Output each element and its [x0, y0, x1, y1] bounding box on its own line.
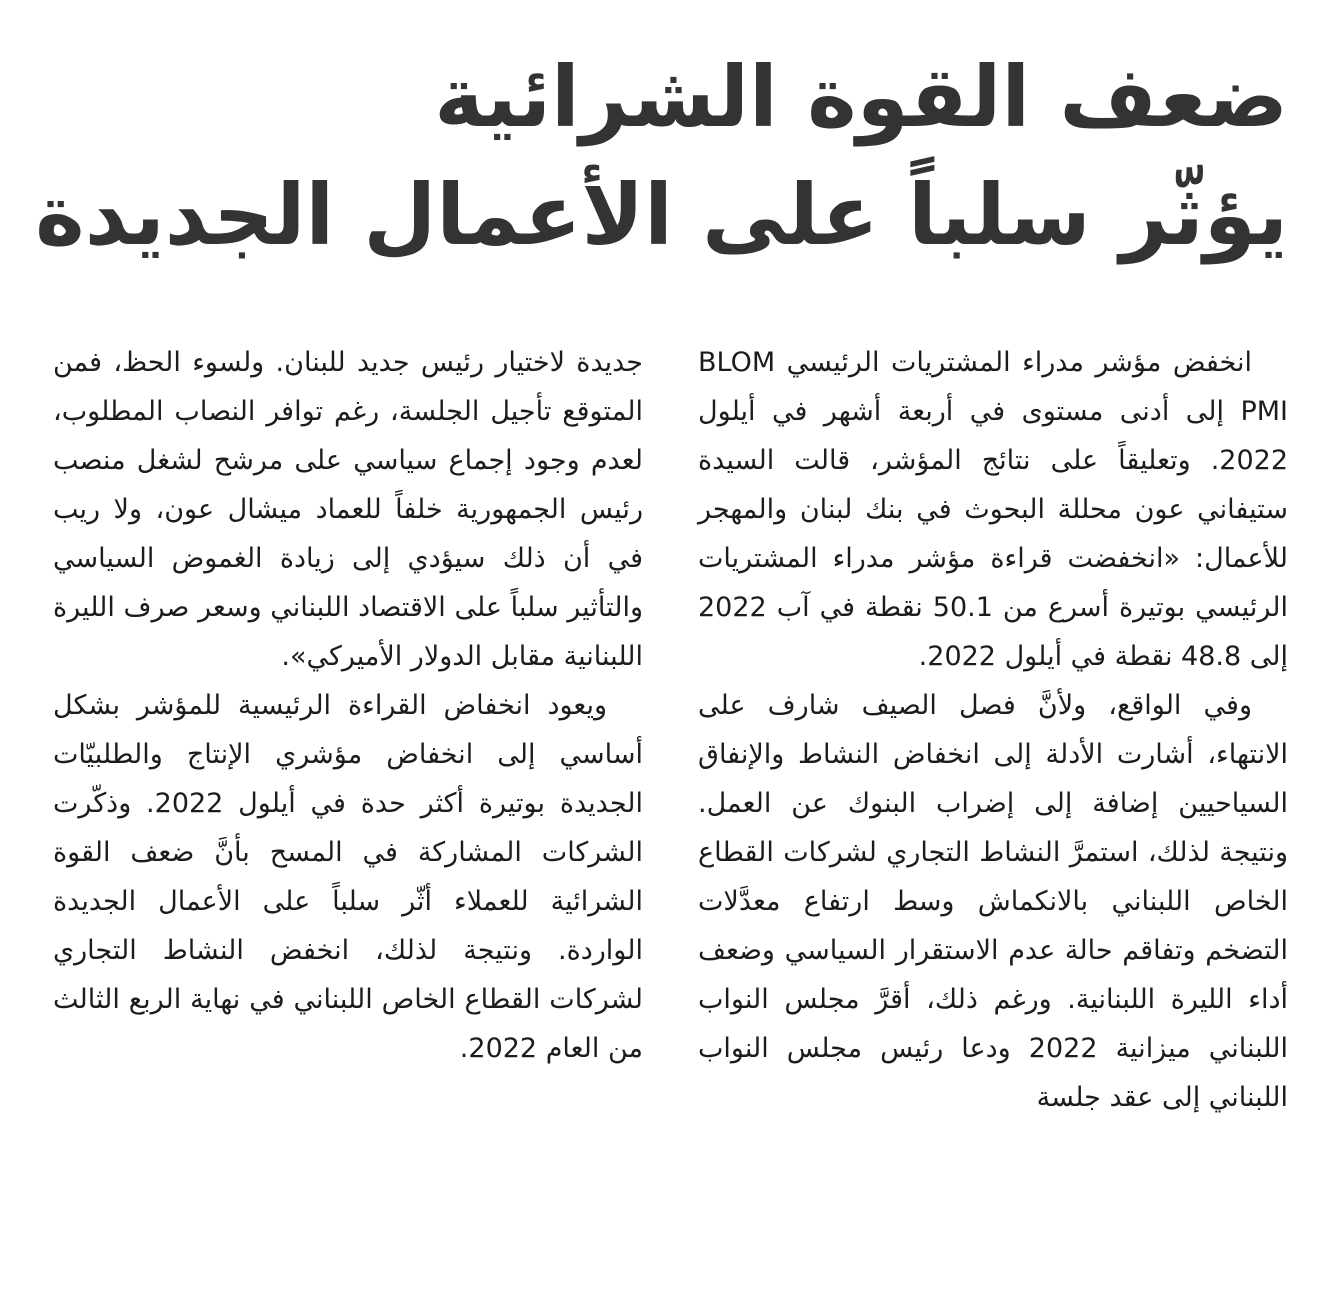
- article-column-left: [53, 338, 643, 1258]
- article-column-right: [698, 338, 1288, 1258]
- article-body: [53, 338, 1288, 1258]
- article-paragraph: وفي الواقع، ولأنَّ فصل الصيف شارف على الانتهاء، أشارت الأدلة إلى انخفاض النشاط والإنفاق السياحيين إضافة إلى إضراب البنوك عن العمل. ونتيجة لذلك، استمرَّ النشاط التجاري لشركات القطاع الخاص اللبناني بالانكماش وسط ارتفاع معدَّلات التضخم وتفاقم حالة عدم الاستقرار السياسي وضعف أداء الليرة اللبنانية. ورغم ذلك، أقرَّ مجلس النواب اللبناني ميزانية 2022 ودعا رئيس مجلس النواب اللبناني إلى عقد جلسة: [698, 690, 1288, 1113]
- article-paragraph: ويعود انخفاض القراءة الرئيسية للمؤشر بشكل أساسي إلى انخفاض مؤشري الإنتاج والطلبيّات الجديدة بوتيرة أكثر حدة في أيلول 2022. وذكّرت الشركات المشاركة في المسح بأنَّ ضعف القوة الشرائية للعملاء أثّر سلباً على الأعمال الجديدة الواردة. ونتيجة لذلك، انخفض النشاط التجاري لشركات القطاع الخاص اللبناني في نهاية الربع الثالث من العام 2022.: [53, 690, 643, 1064]
- headline: [35, 38, 1288, 274]
- article-paragraph: انخفض مؤشر مدراء المشتريات الرئيسي BLOM PMI إلى أدنى مستوى في أربعة أشهر في أيلول 2022. وتعليقاً على نتائج المؤشر، قالت السيدة ستيفاني عون محللة البحوث في بنك لبنان والمهجر للأعمال: «انخفضت قراءة مؤشر مدراء المشتريات الرئيسي بوتيرة أسرع من 50.1 نقطة في آب 2022 إلى 48.8 نقطة في أيلول 2022.: [698, 347, 1288, 672]
- headline-line-1: ضعف القوة الشرائية: [434, 48, 1288, 146]
- article-paragraph: جديدة لاختيار رئيس جديد للبنان. ولسوء الحظ، فمن المتوقع تأجيل الجلسة، رغم توافر النصاب المطلوب، لعدم وجود إجماع سياسي على مرشح لشغل منصب رئيس الجمهورية خلفاً للعماد ميشال عون، ولا ريب في أن ذلك سيؤدي إلى زيادة الغموض السياسي والتأثير سلباً على الاقتصاد اللبناني وسعر صرف الليرة اللبنانية مقابل الدولار الأميركي».: [53, 347, 643, 672]
- headline-line-2: يؤثّر سلباً على الأعمال الجديدة: [35, 166, 1288, 264]
